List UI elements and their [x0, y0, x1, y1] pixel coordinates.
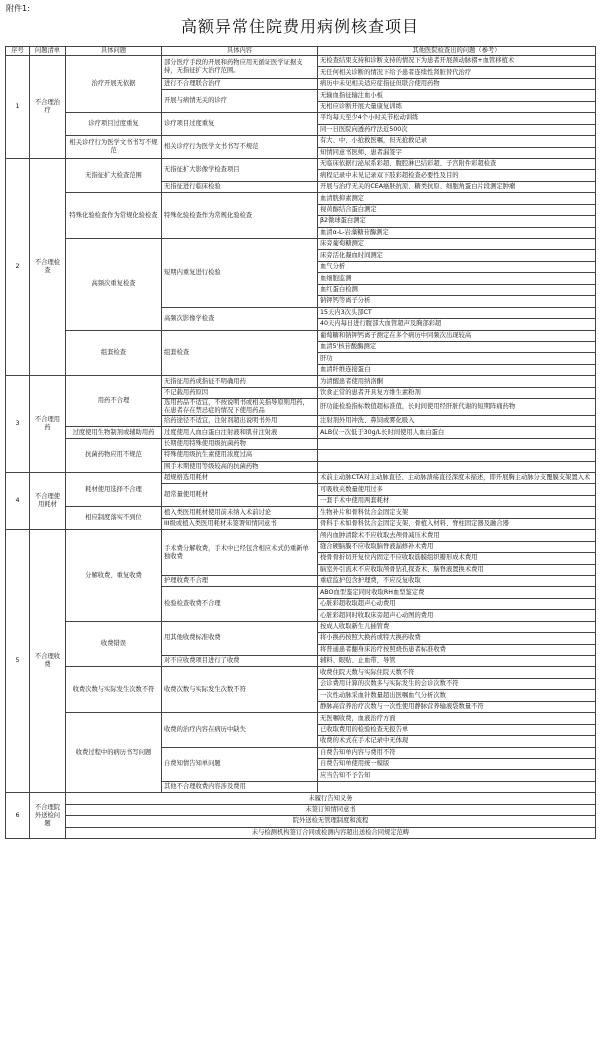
content-cell: 给药途径不适宜，注射剂超出说明书外用 — [162, 415, 318, 426]
reference-cell: 血清纤维连接蛋白 — [318, 364, 596, 375]
reference-cell: 知情同意书医师、患者漏签字 — [318, 147, 596, 158]
content-cell: 特殊化验检查作为常规化验检查 — [162, 193, 318, 239]
problem-item: 未与检测机构签订合同或检测内容超出送检合同规定范畴 — [66, 827, 596, 838]
table-row — [6, 507, 596, 518]
reference-cell: 缝合硬脑膜不应收取脑脊液漏修补术费用 — [318, 541, 596, 552]
reference-cell: 会诊费用计算的次数多与实际发生的会诊次数不符 — [318, 678, 596, 689]
content-cell: 诊疗项目过度重复 — [162, 113, 318, 136]
problem-cell: 高频次重复检查 — [66, 239, 162, 331]
content-cell: 手术费分解收费，手术中已经包含相应术式仍重新单独收费 — [162, 530, 318, 576]
content-cell: 高频次影像学检查 — [162, 307, 318, 330]
table-header-row — [6, 47, 596, 56]
audit-table — [5, 46, 596, 839]
problem-cell: 收费错误 — [66, 621, 162, 667]
reference-cell: 辅料、眼贴、止血带、导管 — [318, 656, 596, 667]
reference-cell: 骨科手术如骨科钛合金固定支架、骨植入材料、脊柱固定器及融合器 — [318, 518, 596, 529]
reference-cell: 桡骨骨折切开复位内固定不应收取筋膜组织瓣形成术费用 — [318, 553, 596, 564]
content-cell: 超规格选用耗材 — [162, 473, 318, 484]
reference-cell: 静脉高营养治疗次数与一次性使用静脉营养输液袋数量不符 — [318, 701, 596, 712]
reference-cell: 血清5'核苷酸酶测定 — [318, 341, 596, 352]
problem-item: 未履行告知义务 — [66, 793, 596, 804]
header-no: 序号 — [6, 47, 30, 56]
reference-cell: 颅内血肿清除术不应收取去颅骨减压术费用 — [318, 530, 596, 541]
problem-cell: 诊疗项目过度重复 — [66, 113, 162, 136]
reference-cell: β2微球蛋白测定 — [318, 216, 596, 227]
reference-cell: 无医嘱收费，血液治疗方面 — [318, 713, 596, 724]
reference-cell: 床旁葡萄糖测定 — [318, 239, 596, 250]
problem-cell: 治疗开展无依据 — [66, 56, 162, 113]
reference-cell: 术前主动脉CTA对主动脉直径、主动脉溃疡直径深度未描述，即开展胸主动脉分支覆膜支架置入术 — [318, 473, 596, 484]
header-problem: 具体问题 — [66, 47, 162, 56]
content-cell: 其他不合理收费内容涉及费用 — [162, 781, 318, 792]
content-cell: 相关诊疗行为医学文书书写不规范 — [162, 136, 318, 159]
content-cell: 无指征扩大影像学检查项目 — [162, 158, 318, 181]
problem-cell: 收费次数与实际发生次数不符 — [66, 667, 162, 713]
content-cell: 部分医疗手段的开展和药物应用无循证医学证据支持，无指征扩大治疗范围。 — [162, 56, 318, 79]
reference-cell: 同一日医院向透药疗法近500次 — [318, 124, 596, 135]
content-cell: 自费知情告知单问题 — [162, 747, 318, 781]
section-number: 5 — [6, 530, 30, 793]
section-number: 6 — [6, 793, 30, 839]
reference-cell: 一套手术中使用两套耗材 — [318, 495, 596, 506]
table-row — [6, 667, 596, 678]
table-row — [6, 376, 596, 387]
section-category: 不合理用药 — [30, 376, 66, 473]
section-number: 1 — [6, 56, 30, 159]
table-row — [6, 713, 596, 724]
reference-cell — [318, 450, 596, 461]
content-cell: 检验检查收费不合理 — [162, 587, 318, 621]
table-row — [6, 816, 596, 827]
reference-cell: 脑室外引流术不应收取颅骨钻孔探查术、脑脊液置换术费用 — [318, 564, 596, 575]
table-row — [6, 193, 596, 204]
content-cell: 特殊使用级抗生素使用浓度过高 — [162, 450, 318, 461]
reference-cell: 重症监护包含护理费，不应反复收取 — [318, 575, 596, 586]
content-cell: 组套检查 — [162, 330, 318, 376]
reference-cell: 将小换药按照大换药或特大换药收费 — [318, 633, 596, 644]
header-content: 具体内容 — [162, 47, 318, 56]
reference-cell: 葡萄糖和钠钾钙离子测定在多个病历中同频次出现较高 — [318, 330, 596, 341]
reference-cell: 血清α-L-岩藻糖苷酶测定 — [318, 227, 596, 238]
reference-cell — [318, 781, 596, 792]
problem-cell: 分解收费、重复收费 — [66, 530, 162, 622]
reference-cell: 肝功 — [318, 353, 596, 364]
reference-cell: 无相应诊断开展大量康复训练 — [318, 101, 596, 112]
table-row — [6, 427, 596, 438]
problem-cell: 相关诊疗行为医学文书书写不规范 — [66, 136, 162, 159]
reference-cell — [318, 438, 596, 449]
reference-cell: 已收取费用的检验检查无报告单 — [318, 724, 596, 735]
problem-cell: 组套检查 — [66, 330, 162, 376]
reference-cell: 饮食正常的患者开具复方维生素粉剂 — [318, 387, 596, 398]
page-title: 高额异常住院费用病例核查项目 — [180, 17, 419, 36]
table-row — [6, 530, 596, 541]
reference-cell: 按成人收取新生儿插管费 — [318, 621, 596, 632]
reference-cell: 心脏彩超同时收取床旁超声心动图的费用 — [318, 610, 596, 621]
content-cell: 植入类医用耗材使用前未纳入术前讨论 — [162, 507, 318, 518]
problem-cell: 无指征扩大检查范围 — [66, 158, 162, 192]
content-cell: 进行不合理联合治疗 — [162, 78, 318, 89]
section-number: 4 — [6, 473, 30, 530]
table-row — [6, 56, 596, 67]
reference-cell: 病程记录中未见记录双下肢彩超检查必要性及目的 — [318, 170, 596, 181]
content-cell: 长期使用特殊使用级抗菌药物 — [162, 438, 318, 449]
reference-cell — [318, 461, 596, 472]
reference-cell: 血红蛋白检测 — [318, 284, 596, 295]
reference-cell: 钠钾钙等离子分析 — [318, 296, 596, 307]
reference-cell: 开展与治疗无关的CEA癌胚抗原、糖类抗原、细胞角蛋白片段测定肿瘤 — [318, 181, 596, 192]
reference-cell: 收费的术式在手术记录中无体现 — [318, 736, 596, 747]
problem-cell: 特殊化验检查作为常规化验检查 — [66, 193, 162, 239]
reference-cell: 血清胱抑素测定 — [318, 193, 596, 204]
content-cell: 无指征用药或指征不明确用药 — [162, 376, 318, 387]
reference-cell: 血气分析 — [318, 261, 596, 272]
table-row — [6, 136, 596, 147]
reference-cell: 40天内每日进行腹部大血管超声及胸部彩超 — [318, 319, 596, 330]
reference-cell: ABO血型鉴定同时收取RH血型鉴定费 — [318, 587, 596, 598]
content-cell: III级或植入类医用耗材未签署知情同意书 — [162, 518, 318, 529]
content-cell: 护理收费不合理 — [162, 575, 318, 586]
reference-cell: 血细胞监测 — [318, 273, 596, 284]
table-row — [6, 473, 596, 484]
content-cell: 收费的治疗内容在病历中缺失 — [162, 713, 318, 747]
section-category: 不合理使用耗材 — [30, 473, 66, 530]
reference-cell: 床旁活化凝血时间测定 — [318, 250, 596, 261]
table-row — [6, 158, 596, 169]
content-cell: 开展与病情无关的诊疗 — [162, 90, 318, 113]
section-number: 2 — [6, 158, 30, 375]
problem-cell: 相应制度落实不到位 — [66, 507, 162, 530]
problem-item: 未签订知情同意书 — [66, 804, 596, 815]
reference-cell: 无任何相关诊断的情况下给予患者连续性肾脏替代治疗 — [318, 67, 596, 78]
content-cell: 用其他收费标准收费 — [162, 621, 318, 655]
reference-cell: 15天内3次头部CT — [318, 307, 596, 318]
problem-cell: 收费过程中的病历书写问题 — [66, 713, 162, 793]
reference-cell: ALB仅一次低于30g/L长时间使用人血白蛋白 — [318, 427, 596, 438]
attachment-label: 附件1: — [6, 4, 30, 13]
header-reference: 其他医院检查出的问题（参考） — [318, 47, 596, 56]
reference-cell: 为清醒患者使用纳洛酮 — [318, 376, 596, 387]
table-row — [6, 330, 596, 341]
content-cell: 超常量使用耗材 — [162, 484, 318, 507]
reference-cell: 自费告知单内容与费用不符 — [318, 747, 596, 758]
reference-cell: 将普通患者翻身床治疗按照烧伤患者标准收费 — [318, 644, 596, 655]
header-category: 问题清单 — [30, 47, 66, 56]
content-cell: 不记载用药原因 — [162, 387, 318, 398]
reference-cell: 无输血指征输注血小板 — [318, 90, 596, 101]
table-row — [6, 804, 596, 815]
table-row — [6, 793, 596, 804]
reference-cell: 生物补片和骨科钛合金固定支架 — [318, 507, 596, 518]
content-cell: 对不应收费项目进行了收费 — [162, 656, 318, 667]
problem-cell: 抗菌药物应用不规范 — [66, 438, 162, 472]
table-row — [6, 239, 596, 250]
table-row — [6, 621, 596, 632]
problem-cell: 过度使用生物制剂或辅助用药 — [66, 427, 162, 438]
section-category: 不合理收费 — [30, 530, 66, 793]
reference-cell: 有大、中、小抢救医嘱，但无抢救记录 — [318, 136, 596, 147]
reference-cell: 注射剂外用冲洗、鼻饲或雾化吸入 — [318, 415, 596, 426]
reference-cell: 收费住院天数与实际住院天数不符 — [318, 667, 596, 678]
content-cell: 无指征进行临床检验 — [162, 181, 318, 192]
content-cell: 选用药品不适宜，不按说明书或相关指导原则用药，在患者存在禁忌症的情况下使用药品 — [162, 399, 318, 416]
reference-cell: 一次性动脉采血针数量超出医嘱血气分析次数 — [318, 690, 596, 701]
table-row — [6, 113, 596, 124]
reference-cell: 视黄醇结合蛋白测定 — [318, 204, 596, 215]
section-number: 3 — [6, 376, 30, 473]
section-category: 不合理治疗 — [30, 56, 66, 159]
reference-cell: 无临床依据行泌尿系彩超、腹腔淋巴结彩超、子宫附件彩超检查 — [318, 158, 596, 169]
content-cell: 过度使用人血白蛋白注射液和肌苷注射液 — [162, 427, 318, 438]
content-cell: 收费次数与实际发生次数不符 — [162, 667, 318, 713]
content-cell: 短期内重复进行检验 — [162, 239, 318, 308]
table-row — [6, 438, 596, 449]
reference-cell: 自费告知单使用统一模版 — [318, 758, 596, 769]
reference-cell: 肝功能检验指标数值超标准值，长时间使用经肝脏代谢的短期阵痛药物 — [318, 399, 596, 416]
reference-cell: 无检查结果支持和诊断支持的情况下为患者开展颈动脉褶+血管移植术 — [318, 56, 596, 67]
problem-item: 院外送检无管理制度和流程 — [66, 816, 596, 827]
section-category: 不合理院外送检问题 — [30, 793, 66, 839]
problem-cell: 用药不合理 — [66, 376, 162, 427]
content-cell: 围手术期使用等级较高的抗菌药物 — [162, 461, 318, 472]
table-row — [6, 827, 596, 838]
reference-cell: 平均每天至少4个小时关节松动训练 — [318, 113, 596, 124]
reference-cell: 病历中未见相关适应症指征但联合使用药物 — [318, 78, 596, 89]
problem-cell: 耗材使用选择不合理 — [66, 473, 162, 507]
reference-cell: 应当告知不予告知 — [318, 770, 596, 781]
reference-cell: 可吸收夹数量使用过多 — [318, 484, 596, 495]
section-category: 不合理检查 — [30, 158, 66, 375]
reference-cell: 心脏彩超收取超声心动费用 — [318, 598, 596, 609]
